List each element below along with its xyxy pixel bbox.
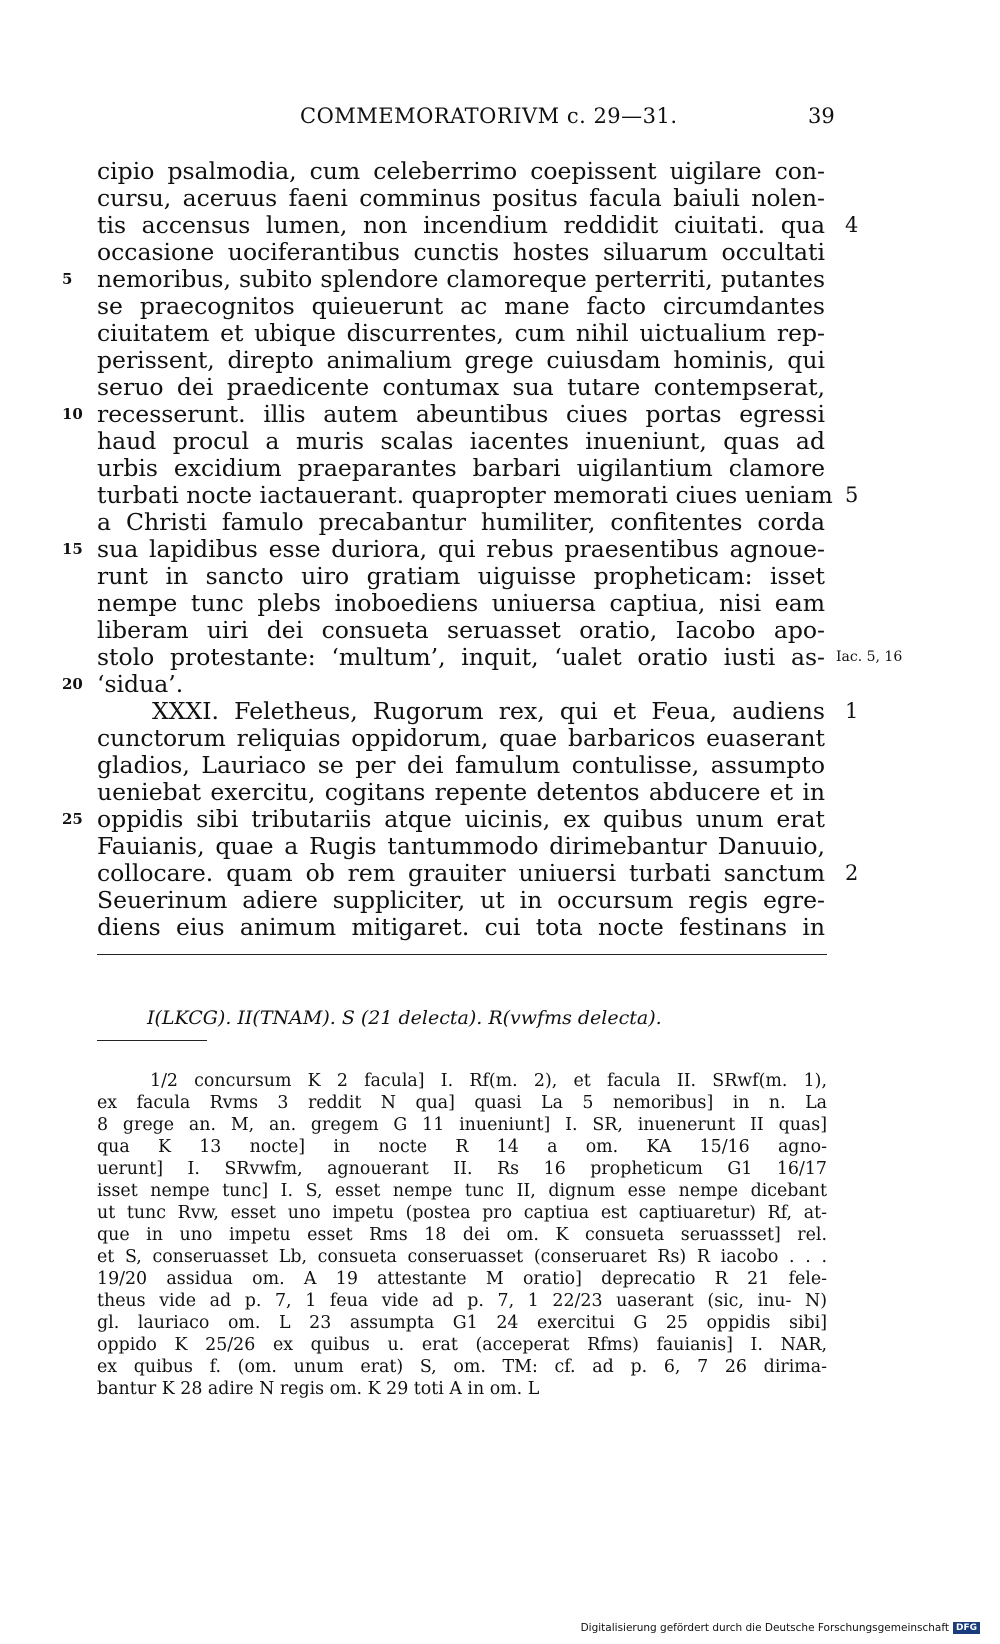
line-text: turbati nocte iactauerant. quapropter memorati ciues ueniam: [97, 481, 833, 509]
text-line: [0, 806, 1000, 833]
line-text: diens eius animum mitigaret. cui tota nocte festinans in: [97, 913, 825, 941]
line-text: cipio psalmodia, cum celeberrimo coepissent uigilare con-: [97, 157, 825, 185]
line-text: nemoribus, subito splendore clamoreque perterriti, putantes: [97, 265, 825, 293]
apparatus-line: theus vide ad p. 7, 1 feua vide ad p. 7, 1 22/23 uaserant (sic, inu- N): [97, 1291, 827, 1311]
apparatus-line: ex quibus f. (om. unum erat) S, om. TM: cf. ad p. 6, 7 26 dirima-: [97, 1357, 827, 1377]
section-number: 4: [845, 213, 859, 237]
line-number: 5: [62, 270, 73, 288]
apparatus-rule: [97, 1040, 207, 1041]
text-line: [0, 617, 1000, 644]
line-text: stolo protestante: ‘multum’, inquit, ‘ualet oratio iusti as-: [97, 643, 825, 671]
text-line: [0, 320, 1000, 347]
line-text: gladios, Lauriaco se per dei famulum contulisse, assumpto: [97, 751, 825, 779]
line-text: occasione uociferantibus cunctis hostes siluarum occultati: [97, 238, 825, 266]
text-line: [0, 212, 1000, 239]
apparatus-line: et S, conseruasset Lb, consueta conseruasset (conseruaret Rs) R iacobo . . .: [97, 1247, 827, 1267]
line-text: ciuitatem et ubique discurrentes, cum nihil uictualium rep-: [97, 319, 825, 347]
text-line: [0, 698, 1000, 725]
running-title: COMMEMORATORIVM c. 29—31.: [300, 104, 678, 128]
line-text: seruo dei praedicente contumax sua tutare contempserat,: [97, 373, 825, 401]
text-line: [0, 266, 1000, 293]
page-number: 39: [808, 104, 835, 128]
line-text: sua lapidibus esse duriora, qui rebus praesentibus agnoue-: [97, 535, 825, 563]
text-rule: [97, 954, 827, 955]
apparatus-line: 19/20 assidua om. A 19 attestante M oratio] deprecatio R 21 fele-: [97, 1269, 827, 1289]
sigla-line: I(LKCG). II(TNAM). S (21 delecta). R(vwfms delecta).: [147, 1007, 662, 1029]
text-line: [0, 347, 1000, 374]
text-line: [0, 509, 1000, 536]
line-text: se praecognitos quieuerunt ac mane facto circumdantes: [97, 292, 825, 320]
apparatus-line: 1/2 concursum K 2 facula] I. Rf(m. 2), et facula II. SRwf(m. 1),: [150, 1071, 827, 1091]
text-line: [0, 401, 1000, 428]
text-line: [0, 590, 1000, 617]
line-text: runt in sancto uiro gratiam uiguisse propheticam: isset: [97, 562, 825, 590]
page-footer: [581, 1622, 980, 1634]
apparatus-line: ut tunc Rvw, esset uno impetu (postea pro captiua est captiuaretur) Rf, at-: [97, 1203, 827, 1223]
dfg-logo: DFG: [953, 1622, 980, 1634]
critical-apparatus: [97, 1070, 827, 1400]
text-line: [0, 158, 1000, 185]
text-line: [0, 374, 1000, 401]
section-number: 1: [845, 699, 859, 723]
line-number: 15: [62, 540, 83, 558]
line-text: Fauianis, quae a Rugis tantummodo dirimebantur Danuuio,: [97, 832, 825, 860]
apparatus-line: que in uno impetu esset Rms 18 dei om. K consueta seruassset] rel.: [97, 1225, 827, 1245]
line-text: ‘sidua’.: [97, 670, 184, 698]
line-text: a Christi famulo precabantur humiliter, confitentes corda: [97, 508, 825, 536]
text-line: [0, 860, 1000, 887]
text-line: [0, 293, 1000, 320]
apparatus-line: oppido K 25/26 ex quibus u. erat (acceperat Rfms) fauianis] I. NAR,: [97, 1335, 827, 1355]
footer-credit: Digitalisierung gefördert durch die Deutsche Forschungsgemeinschaft: [580, 1622, 949, 1634]
text-line: [0, 779, 1000, 806]
text-line: [0, 455, 1000, 482]
apparatus-line: uerunt] I. SRvwfm, agnouerant II. Rs 16 propheticum G1 16/17: [97, 1159, 827, 1179]
line-text: XXXI. Feletheus, Rugorum rex, qui et Feua, audiens: [152, 697, 825, 725]
text-line: [0, 536, 1000, 563]
line-text: oppidis sibi tributariis atque uicinis, ex quibus unum erat: [97, 805, 825, 833]
text-line: [0, 725, 1000, 752]
apparatus-line: isset nempe tunc] I. S, esset nempe tunc II, dignum esse nempe dicebant: [97, 1181, 827, 1201]
page-header: [0, 104, 1000, 134]
line-text: liberam uiri dei consueta seruasset oratio, Iacobo apo-: [97, 616, 825, 644]
text-line: [0, 752, 1000, 779]
text-line: [0, 185, 1000, 212]
apparatus-line: bantur K 28 adire N regis om. K 29 toti A in om. L: [97, 1379, 540, 1399]
section-number: 2: [845, 861, 859, 885]
text-line: [0, 644, 1000, 671]
line-text: recesserunt. illis autem abeuntibus ciues portas egressi: [97, 400, 825, 428]
text-line: [0, 239, 1000, 266]
text-line: [0, 482, 1000, 509]
line-text: ueniebat exercitu, cogitans repente detentos abducere et in: [97, 778, 825, 806]
text-line: [0, 428, 1000, 455]
text-line: [0, 671, 1000, 698]
line-text: nempe tunc plebs inoboediens uniuersa captiua, nisi eam: [97, 589, 825, 617]
line-text: cursu, aceruus faeni comminus positus facula baiuli nolen-: [97, 184, 825, 212]
line-text: cunctorum reliquias oppidorum, quae barbaricos euaserant: [97, 724, 825, 752]
scripture-reference: Iac. 5, 16: [836, 649, 903, 665]
text-line: [0, 887, 1000, 914]
text-line: [0, 914, 1000, 941]
apparatus-line: gl. lauriaco om. L 23 assumpta G1 24 exercitui G 25 oppidis sibi]: [97, 1313, 827, 1333]
line-text: perissent, direpto animalium grege cuiusdam hominis, qui: [97, 346, 825, 374]
text-line: [0, 833, 1000, 860]
line-number: 20: [62, 675, 83, 693]
line-text: tis accensus lumen, non incendium reddidit ciuitati. qua: [97, 211, 825, 239]
line-text: Seuerinum adiere suppliciter, ut in occursum regis egre-: [97, 886, 825, 914]
apparatus-line: qua K 13 nocte] in nocte R 14 a om. KA 15/16 agno-: [97, 1137, 827, 1157]
line-text: collocare. quam ob rem grauiter uniuersi turbati sanctum: [97, 859, 825, 887]
section-number: 5: [845, 483, 859, 507]
line-text: haud procul a muris scalas iacentes inueniunt, quas ad: [97, 427, 825, 455]
apparatus-line: ex facula Rvms 3 reddit N qua] quasi La 5 nemoribus] in n. La: [97, 1093, 827, 1113]
text-line: [0, 563, 1000, 590]
line-text: urbis excidium praeparantes barbari uigilantium clamore: [97, 454, 825, 482]
line-number: 10: [62, 405, 83, 423]
line-number: 25: [62, 810, 83, 828]
apparatus-line: 8 grege an. M, an. gregem G 11 inueniunt] I. SR, inuenerunt II quas]: [97, 1115, 827, 1135]
